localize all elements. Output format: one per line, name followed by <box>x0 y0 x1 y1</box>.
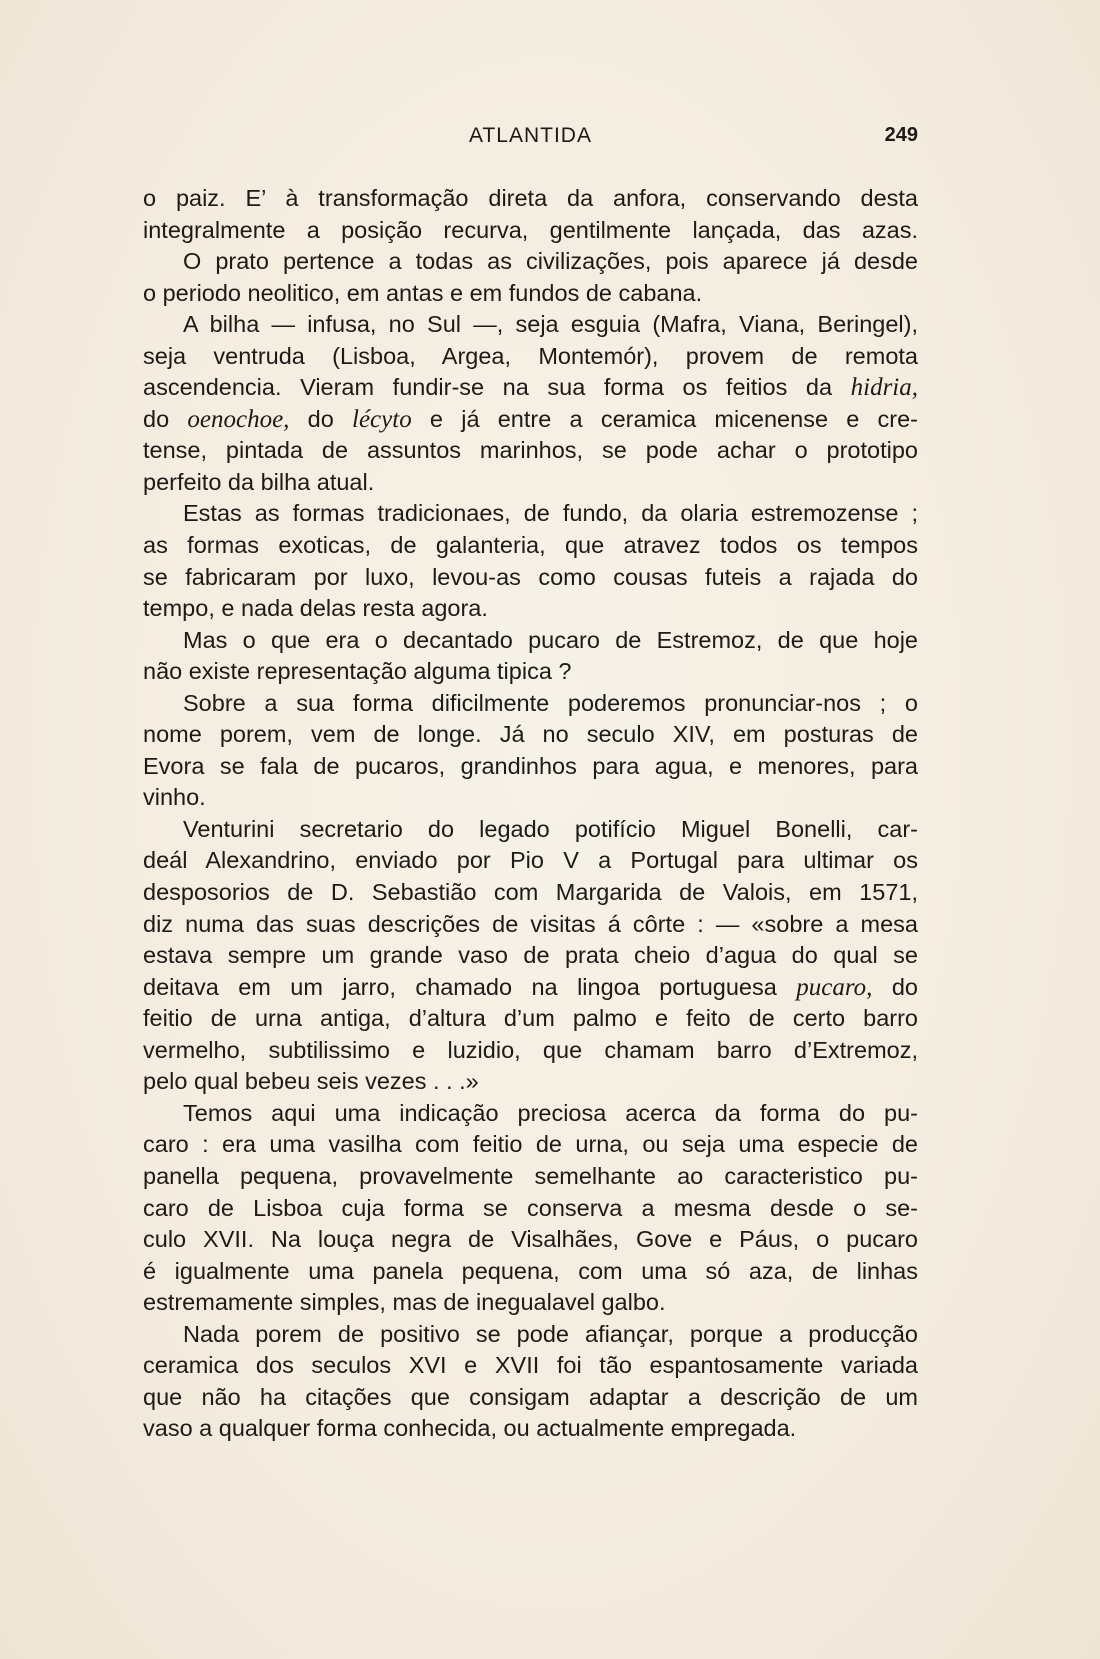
text-segment: Nada porem de positivo se pode afiançar, porque a producção <box>183 1320 918 1347</box>
text-segment: ceramica dos seculos XVI e XVII foi tão espantosamente variada <box>143 1352 918 1379</box>
text-segment: estremamente simples, mas de inegualavel galbo. <box>143 1289 666 1316</box>
text-segment: as formas exoticas, de galanteria, que atravez todos os tempos <box>143 532 918 559</box>
text-line <box>143 1256 918 1288</box>
text-line <box>143 877 918 909</box>
text-segment: feitio de urna antiga, d’altura d’um palmo e feito de certo barro <box>143 1005 918 1032</box>
text-segment: desposorios de D. Sebastião com Margarida de Valois, em 1571, <box>143 879 918 906</box>
text-line <box>143 625 918 657</box>
text-line <box>143 1413 918 1445</box>
text-line <box>143 1319 918 1351</box>
text-line <box>143 1287 918 1319</box>
italic-term: lécyto <box>352 405 412 433</box>
text-segment: estava sempre um grande vaso de prata cheio d’agua do qual se <box>143 942 918 969</box>
text-segment: do <box>872 973 919 1000</box>
text-line <box>143 1129 918 1161</box>
text-segment: tempo, e nada delas resta agora. <box>143 595 488 622</box>
text-segment: é igualmente uma panela pequena, com uma só aza, de linhas <box>143 1257 918 1284</box>
body-text <box>143 183 918 1445</box>
text-segment: Sobre a sua forma dificilmente poderemos pronunciar-nos ; o <box>183 689 918 716</box>
text-segment: ascendencia. Vieram fundir-se na sua forma os feitios da <box>143 374 851 401</box>
text-line <box>143 593 918 625</box>
text-line <box>143 278 918 310</box>
text-line <box>143 845 918 877</box>
text-segment: Estas as formas tradicionaes, de fundo, da olaria estremozense ; <box>183 500 918 527</box>
text-line <box>143 183 918 215</box>
text-line <box>143 656 918 688</box>
text-line <box>143 1350 918 1382</box>
text-segment: o periodo neolitico, em antas e em fundos de cabana. <box>143 279 703 306</box>
text-segment: se fabricaram por luxo, levou-as como cousas futeis a rajada do <box>143 563 918 590</box>
text-line <box>143 562 918 594</box>
text-line <box>143 498 918 530</box>
text-line <box>143 467 918 499</box>
page-header <box>143 124 918 156</box>
text-line <box>143 719 918 751</box>
text-segment: culo XVII. Na louça negra de Visalhães, Gove e Páus, o pucaro <box>143 1226 918 1253</box>
text-segment: seja ventruda (Lisboa, Argea, Montemór), provem de remota <box>143 342 918 369</box>
text-segment: Mas o que era o decantado pucaro de Estremoz, de que hoje <box>183 626 918 653</box>
text-line <box>143 909 918 941</box>
text-segment: integralmente a posição recurva, gentilmente lançada, das azas. <box>143 216 918 243</box>
italic-term: oenochoe, <box>187 405 290 433</box>
text-segment: Temos aqui uma indicação preciosa acerca da forma do pu- <box>183 1099 918 1126</box>
text-line <box>143 972 918 1004</box>
text-segment: tense, pintada de assuntos marinhos, se pode achar o prototipo <box>143 437 918 464</box>
text-line <box>143 940 918 972</box>
text-line <box>143 1098 918 1130</box>
text-segment: do <box>143 405 188 432</box>
text-segment: panella pequena, provavelmente semelhante ao caracteristico pu- <box>143 1162 918 1189</box>
text-line <box>143 751 918 783</box>
text-segment: deál Alexandrino, enviado por Pio V a Portugal para ultimar os <box>143 847 918 874</box>
text-line <box>143 782 918 814</box>
text-line <box>143 309 918 341</box>
text-line <box>143 215 918 247</box>
text-segment: diz numa das suas descrições de visitas á côrte : — «sobre a mesa <box>143 910 918 937</box>
page-number: 249 <box>884 124 918 146</box>
text-line <box>143 1382 918 1414</box>
text-segment: do <box>289 405 353 432</box>
text-line <box>143 435 918 467</box>
text-segment: A bilha — infusa, no Sul —, seja esguia (Mafra, Viana, Beringel), <box>183 311 918 338</box>
text-line <box>143 1161 918 1193</box>
text-line <box>143 341 918 373</box>
text-line <box>143 246 918 278</box>
text-segment: não existe representação alguma tipica ? <box>143 658 572 685</box>
text-segment: vermelho, subtilissimo e luzidio, que chamam barro d’Extremoz, <box>143 1036 918 1063</box>
text-line <box>143 1066 918 1098</box>
text-segment: caro de Lisboa cuja forma se conserva a mesma desde o se- <box>143 1194 918 1221</box>
text-segment: vaso a qualquer forma conhecida, ou actualmente empregada. <box>143 1415 797 1442</box>
text-segment: caro : era uma vasilha com feitio de urna, ou seja uma especie de <box>143 1131 918 1158</box>
text-segment: pelo qual bebeu seis vezes . . .» <box>143 1068 479 1095</box>
running-title: ATLANTIDA <box>469 124 592 147</box>
text-segment: O prato pertence a todas as civilizações, pois aparece já desde <box>183 248 918 275</box>
text-line <box>143 530 918 562</box>
text-segment: e já entre a ceramica micenense e cre- <box>411 405 919 432</box>
text-segment: o paiz. E’ à transformação direta da anfora, conservando desta <box>143 185 918 211</box>
text-segment: vinho. <box>143 784 206 811</box>
text-line <box>143 1224 918 1256</box>
text-line <box>143 814 918 846</box>
text-segment: perfeito da bilha atual. <box>143 468 375 495</box>
italic-term: pucaro, <box>796 973 873 1001</box>
text-line <box>143 1003 918 1035</box>
text-segment: nome porem, vem de longe. Já no seculo XIV, em posturas de <box>143 721 918 748</box>
text-line <box>143 1193 918 1225</box>
text-line <box>143 688 918 720</box>
text-segment: que não ha citações que consigam adaptar a descrição de um <box>143 1383 918 1410</box>
text-segment: deitava em um jarro, chamado na lingoa portuguesa <box>143 973 797 1000</box>
text-line <box>143 404 918 436</box>
text-segment: Evora se fala de pucaros, grandinhos para agua, e menores, para <box>143 752 918 779</box>
text-segment: Venturini secretario do legado potifício Miguel Bonelli, car- <box>183 815 918 842</box>
text-line <box>143 1035 918 1067</box>
italic-term: hidria, <box>850 374 918 402</box>
text-line <box>143 372 918 404</box>
